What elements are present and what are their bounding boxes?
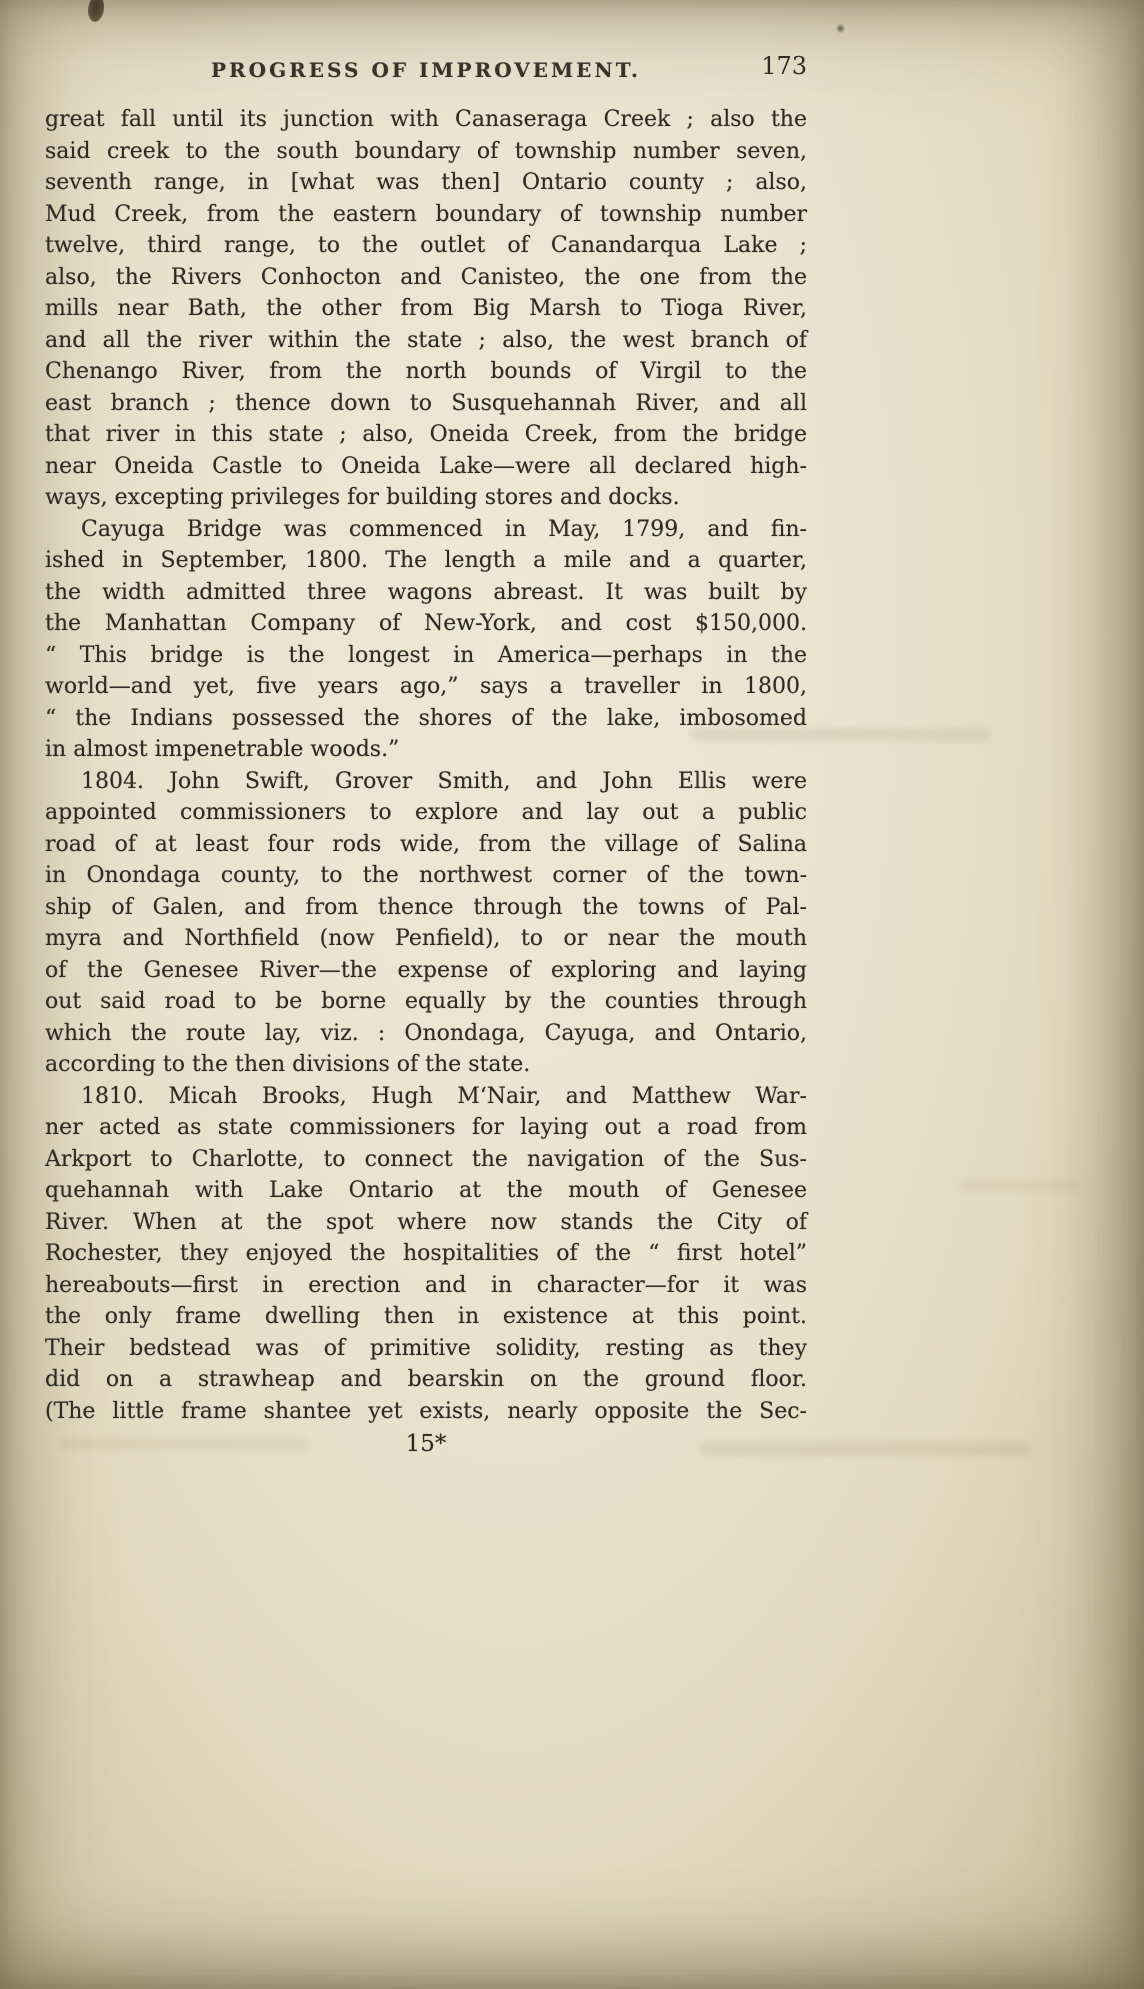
text-line: also, the Rivers Conhocton and Canisteo, the one from the	[45, 264, 807, 290]
text-line: Rochester, they enjoyed the hospitalities of the “ first hotel”	[45, 1241, 807, 1266]
text-line: 1810. Micah Brooks, Hugh M‘Nair, and Matthew War-	[81, 1083, 807, 1109]
text-line: that river in this state ; also, Oneida Creek, from the bridge	[45, 422, 807, 447]
page-showthrough-smudge	[960, 1180, 1080, 1192]
text-line: near Oneida Castle to Oneida Lake—were all declared high-	[45, 453, 807, 479]
text-line: in Onondaga county, to the northwest corner of the town-	[45, 863, 807, 888]
text-line: “ This bridge is the longest in America—perhaps in the	[45, 642, 807, 668]
text-line: Arkport to Charlotte, to connect the navigation of the Sus-	[45, 1146, 807, 1172]
text-line: great fall until its junction with Canaseraga Creek ; also the	[45, 107, 807, 132]
text-line: mills near Bath, the other from Big Marsh to Tioga River,	[45, 296, 807, 321]
text-line: which the route lay, viz. : Onondaga, Cayuga, and Ontario,	[45, 1020, 807, 1046]
paragraph	[45, 514, 807, 766]
page-header	[45, 50, 807, 90]
body-text	[45, 104, 807, 1427]
text-line: myra and Northfield (now Penfield), to or near the mouth	[45, 926, 807, 951]
text-line: according to the then divisions of the state.	[45, 1052, 531, 1077]
text-line: in almost impenetrable woods.”	[45, 737, 400, 762]
text-line: ways, excepting privileges for building stores and docks.	[45, 485, 680, 510]
text-line: hereabouts—first in erection and in character—for it was	[45, 1272, 807, 1298]
paragraph	[45, 1081, 807, 1428]
text-line: 1804. John Swift, Grover Smith, and John Ellis were	[81, 768, 807, 794]
text-line: out said road to be borne equally by the counties through	[45, 989, 807, 1014]
text-line: east branch ; thence down to Susquehannah River, and all	[45, 390, 807, 416]
text-line: (The little frame shantee yet exists, nearly opposite the Sec-	[45, 1398, 807, 1424]
text-column	[45, 50, 807, 1457]
text-line: Chenango River, from the north bounds of Virgil to the	[45, 359, 807, 384]
text-line: “ the Indians possessed the shores of the lake, imbosomed	[45, 705, 807, 731]
paragraph	[45, 766, 807, 1081]
text-line: seventh range, in [what was then] Ontario county ; also,	[45, 170, 807, 195]
text-line: ner acted as state commissioners for laying out a road from	[45, 1115, 807, 1140]
text-line: ship of Galen, and from thence through the towns of Pal-	[45, 894, 807, 920]
text-line: River. When at the spot where now stands the City of	[45, 1209, 807, 1235]
paragraph	[45, 104, 807, 514]
text-line: said creek to the south boundary of township number seven,	[45, 138, 807, 164]
signature-mark: 15*	[405, 1431, 447, 1457]
text-line: did on a strawheap and bearskin on the ground floor.	[45, 1367, 807, 1392]
text-line: ished in September, 1800. The length a mile and a quarter,	[45, 548, 807, 573]
page-number: 173	[761, 52, 807, 80]
text-line: twelve, third range, to the outlet of Canandarqua Lake ;	[45, 233, 807, 258]
text-line: and all the river within the state ; also, the west branch of	[45, 327, 807, 353]
running-head: PROGRESS OF IMPROVEMENT.	[211, 58, 641, 82]
text-line: the only frame dwelling then in existence at this point.	[45, 1304, 807, 1329]
text-line: world—and yet, five years ago,” says a traveller in 1800,	[45, 674, 807, 699]
text-line: the Manhattan Company of New-York, and cost $150,000.	[45, 611, 807, 636]
ink-spot-icon	[836, 24, 845, 33]
text-line: of the Genesee River—the expense of exploring and laying	[45, 957, 807, 983]
text-line: road of at least four rods wide, from the village of Salina	[45, 831, 807, 857]
text-line: Mud Creek, from the eastern boundary of township number	[45, 201, 807, 227]
text-line: the width admitted three wagons abreast. It was built by	[45, 579, 807, 605]
text-line: Cayuga Bridge was commenced in May, 1799, and fin-	[81, 516, 807, 542]
text-line: Their bedstead was of primitive solidity, resting as they	[45, 1335, 807, 1361]
text-line: appointed commissioners to explore and lay out a public	[45, 800, 807, 825]
text-line: quehannah with Lake Ontario at the mouth of Genesee	[45, 1178, 807, 1203]
